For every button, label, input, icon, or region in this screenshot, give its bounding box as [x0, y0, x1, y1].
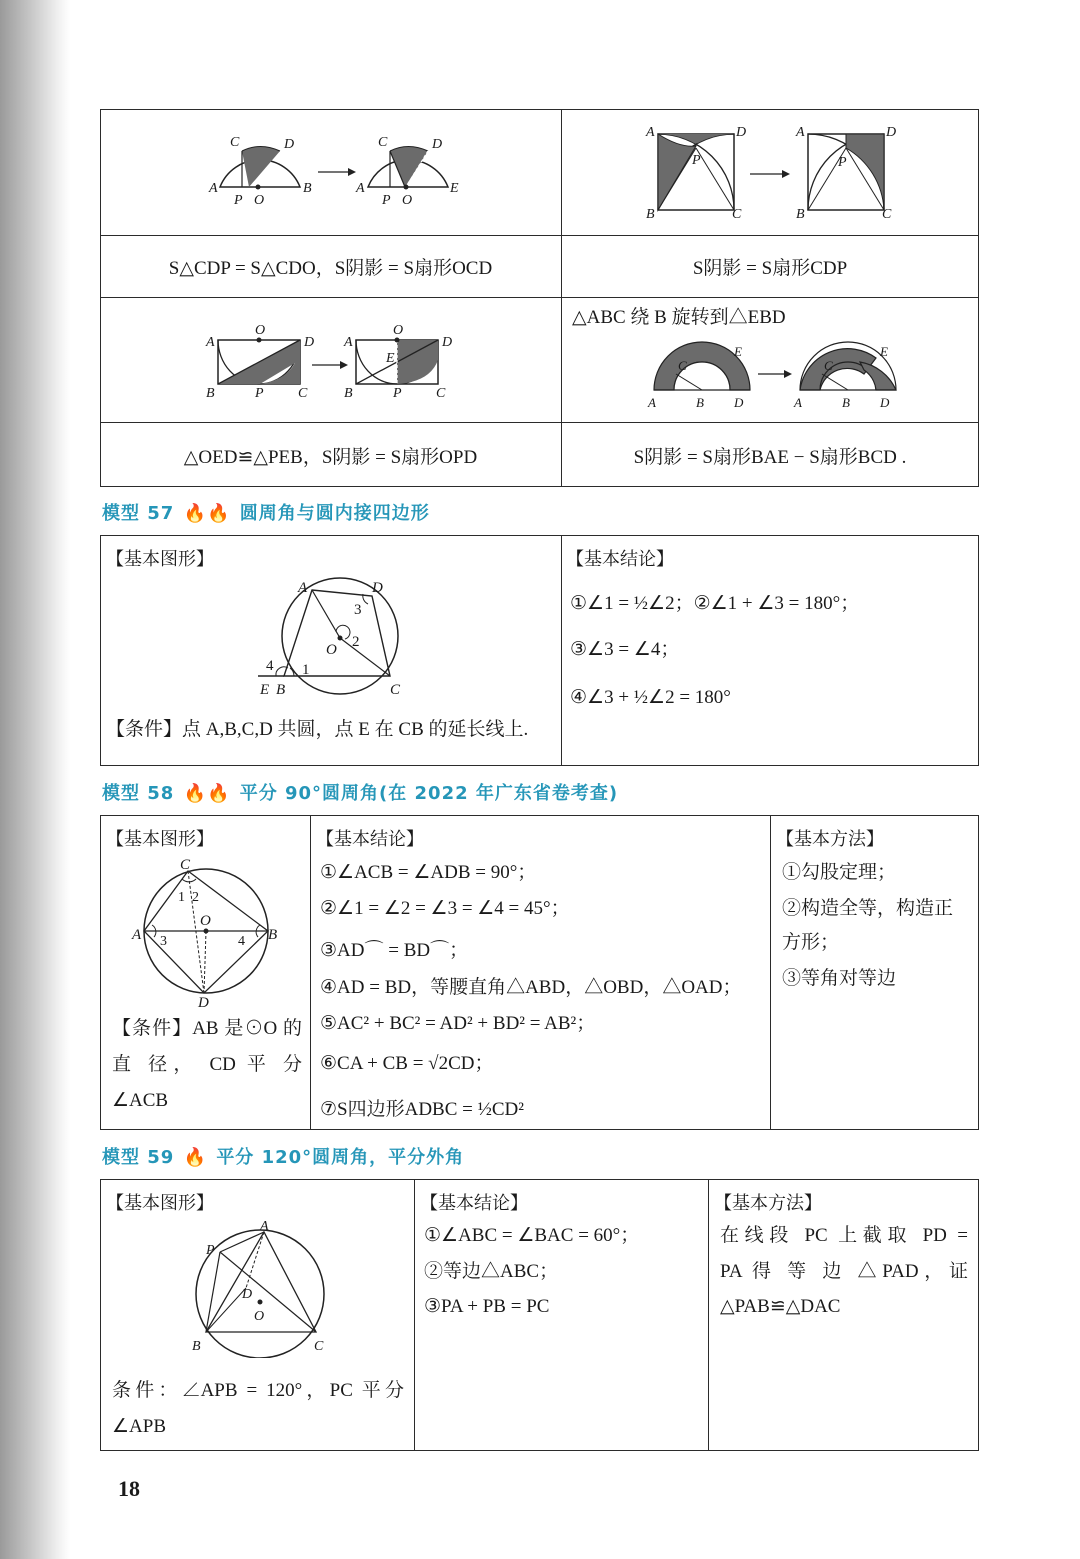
svg-text:O: O: [402, 193, 413, 208]
equilateral-inscribed-figure: [186, 1218, 336, 1358]
svg-text:E: E: [386, 351, 395, 366]
svg-text:B: B: [696, 395, 704, 410]
svg-text:D: D: [736, 125, 747, 140]
page-edge-shadow: [0, 0, 70, 1559]
svg-text:B: B: [646, 207, 655, 222]
svg-text:C: C: [314, 1339, 324, 1354]
svg-text:A: A: [648, 395, 656, 410]
svg-text:A: A: [356, 181, 365, 196]
model-57-condition: 【条件】点 A,B,C,D 共圆，点 E 在 CB 的延长线上.: [106, 719, 529, 740]
bisected-right-angle-figure: [128, 855, 288, 1010]
model-57-shape-header: 【基本图形】: [106, 549, 214, 570]
model-58-conclusion-1: ①∠ACB = ∠ADB = 90°；: [320, 862, 537, 883]
semicircle-figure: [200, 130, 470, 210]
model-59-method-1: 在线段 PC 上截取 PD =: [720, 1225, 968, 1246]
model-57-heading: 模型 57 🔥🔥 圆周角与圆内接四边形: [102, 503, 430, 524]
svg-text:C: C: [390, 682, 401, 698]
svg-text:P: P: [206, 1243, 215, 1258]
model-59-method-3: △PAB≌△DAC: [720, 1296, 841, 1317]
square-arc-figure: [640, 118, 910, 230]
model-59-conclusion-1: ①∠ABC = ∠BAC = 60°；: [424, 1225, 640, 1246]
svg-text:O: O: [255, 323, 266, 338]
model-58-method-1: ①勾股定理；: [782, 862, 897, 883]
svg-text:P: P: [382, 193, 391, 208]
svg-text:D: D: [304, 335, 315, 350]
model-59-heading: 模型 59 🔥 平分 120°圆周角，平分外角: [102, 1147, 465, 1168]
svg-text:1: 1: [302, 662, 310, 678]
model-58-method-2: ②构造全等，构造正: [782, 898, 954, 919]
model-58-conclusion-5: ⑤AC² + BC² = AD² + BD² = AB²；: [320, 1013, 596, 1034]
svg-text:C: C: [882, 207, 892, 222]
svg-text:4: 4: [238, 934, 245, 949]
model-59-conclusion-3: ③PA + PB = PC: [424, 1296, 550, 1317]
svg-text:P: P: [692, 153, 701, 168]
formula-row2-left: △OED≌△PEB，S阴影 = S扇形OPD: [183, 447, 478, 468]
svg-text:2: 2: [192, 890, 199, 905]
svg-text:O: O: [254, 1309, 265, 1324]
model-58-conclusion-3: ③AD⌒ = BD⌒；: [320, 940, 469, 961]
model-58-condition-line-1: 【条件】AB 是⊙O 的: [112, 1018, 302, 1039]
svg-text:D: D: [242, 1287, 253, 1302]
formula-row2-right: S阴影 = S扇形BAE − S扇形BCD .: [633, 447, 907, 468]
svg-text:B: B: [796, 207, 805, 222]
svg-text:O: O: [200, 913, 211, 929]
flame-icon: 🔥🔥: [183, 783, 231, 804]
model-59-conclusion-header: 【基本结论】: [420, 1193, 528, 1214]
model-59-condition-line-2: ∠APB: [112, 1416, 166, 1437]
model-58-conclusion-header: 【基本结论】: [316, 829, 424, 850]
formula-row1-right: S阴影 = S扇形CDP: [692, 258, 848, 279]
svg-text:B: B: [276, 682, 286, 698]
svg-text:A: A: [794, 395, 802, 410]
model-59-method-header: 【基本方法】: [714, 1193, 822, 1214]
svg-text:A: A: [206, 335, 215, 350]
top-table-divider: [561, 109, 562, 487]
svg-text:B: B: [344, 386, 353, 401]
svg-text:P: P: [234, 193, 243, 208]
flame-icon: 🔥🔥: [183, 503, 231, 524]
model-58-conclusion-2: ②∠1 = ∠2 = ∠3 = ∠4 = 45°；: [320, 898, 570, 919]
svg-text:3: 3: [160, 934, 167, 949]
svg-text:B: B: [303, 181, 312, 196]
model-59-conclusion-2: ②等边△ABC；: [424, 1261, 559, 1282]
svg-text:3: 3: [354, 602, 362, 618]
svg-text:A: A: [298, 580, 308, 596]
svg-text:C: C: [678, 358, 687, 373]
svg-text:C: C: [378, 135, 388, 150]
svg-text:A: A: [260, 1219, 269, 1234]
svg-text:B: B: [268, 927, 278, 943]
svg-text:D: D: [198, 995, 209, 1010]
model-58-heading: 模型 58 🔥🔥 平分 90°圆周角(在 2022 年广东省卷考查): [102, 783, 619, 804]
rotation-description: △ABC 绕 B 旋转到△EBD: [572, 307, 786, 328]
model-57-conclusion-1: ①∠1 = ½∠2；②∠1 + ∠3 = 180°；: [570, 593, 860, 614]
svg-text:A: A: [132, 927, 142, 943]
model-58-conclusion-7: ⑦S四边形ADBC = ½CD²: [320, 1099, 524, 1120]
svg-text:O: O: [254, 193, 265, 208]
model-58-method-3: 方形；: [782, 932, 840, 953]
svg-text:D: D: [284, 137, 295, 152]
svg-text:P: P: [838, 155, 847, 170]
model-58-method-header: 【基本方法】: [776, 829, 884, 850]
svg-text:B: B: [206, 386, 215, 401]
svg-text:E: E: [260, 682, 270, 698]
model-59-condition-line-1: 条件：∠APB = 120°，PC 平分: [112, 1380, 404, 1401]
svg-text:D: D: [372, 580, 383, 596]
svg-text:B: B: [192, 1339, 201, 1354]
model-59-method-2: PA 得 等 边 △PAD，证: [720, 1261, 968, 1282]
model-58-condition-line-2: 直 径， CD 平 分: [112, 1054, 302, 1075]
svg-text:4: 4: [266, 658, 274, 674]
svg-text:E: E: [450, 181, 459, 196]
svg-text:P: P: [393, 386, 402, 401]
svg-text:A: A: [796, 125, 805, 140]
svg-text:A: A: [209, 181, 218, 196]
svg-text:C: C: [824, 358, 833, 373]
svg-text:1: 1: [178, 890, 185, 905]
svg-text:E: E: [734, 344, 742, 359]
model-57-conclusion-header: 【基本结论】: [566, 549, 674, 570]
model-58-shape-header: 【基本图形】: [106, 829, 214, 850]
svg-text:C: C: [180, 857, 191, 873]
model-58-conclusion-6: ⑥CA + CB = √2CD；: [320, 1053, 494, 1074]
svg-text:2: 2: [352, 634, 360, 650]
model-58-method-4: ③等角对等边: [782, 968, 897, 989]
svg-text:C: C: [298, 386, 308, 401]
model-57-conclusion-3: ④∠3 + ½∠2 = 180°: [570, 687, 731, 708]
svg-text:D: D: [442, 335, 453, 350]
cyclic-quadrilateral-figure: [250, 572, 420, 702]
svg-text:E: E: [880, 344, 888, 359]
svg-text:D: D: [432, 137, 443, 152]
svg-text:C: C: [230, 135, 240, 150]
svg-text:C: C: [436, 386, 446, 401]
svg-text:O: O: [326, 642, 337, 658]
formula-row1-left: S△CDP = S△CDO，S阴影 = S扇形OCD: [168, 258, 493, 279]
rotation-sector-figure: [642, 338, 902, 416]
flame-icon: 🔥: [183, 1147, 208, 1168]
svg-text:P: P: [255, 386, 264, 401]
rectangle-semicircle-figure: [200, 320, 470, 405]
model-58-conclusion-4: ④AD = BD，等腰直角△ABD，△OBD，△OAD；: [320, 977, 742, 998]
page-number: 18: [118, 1476, 140, 1501]
svg-text:C: C: [732, 207, 742, 222]
svg-text:O: O: [393, 323, 404, 338]
svg-text:D: D: [886, 125, 897, 140]
svg-text:A: A: [646, 125, 655, 140]
model-58-condition-line-3: ∠ACB: [112, 1090, 169, 1111]
model-57-conclusion-2: ③∠3 = ∠4；: [570, 639, 680, 660]
svg-text:B: B: [842, 395, 850, 410]
svg-text:A: A: [344, 335, 353, 350]
model-59-shape-header: 【基本图形】: [106, 1193, 214, 1214]
svg-text:D: D: [734, 395, 744, 410]
svg-text:D: D: [880, 395, 890, 410]
